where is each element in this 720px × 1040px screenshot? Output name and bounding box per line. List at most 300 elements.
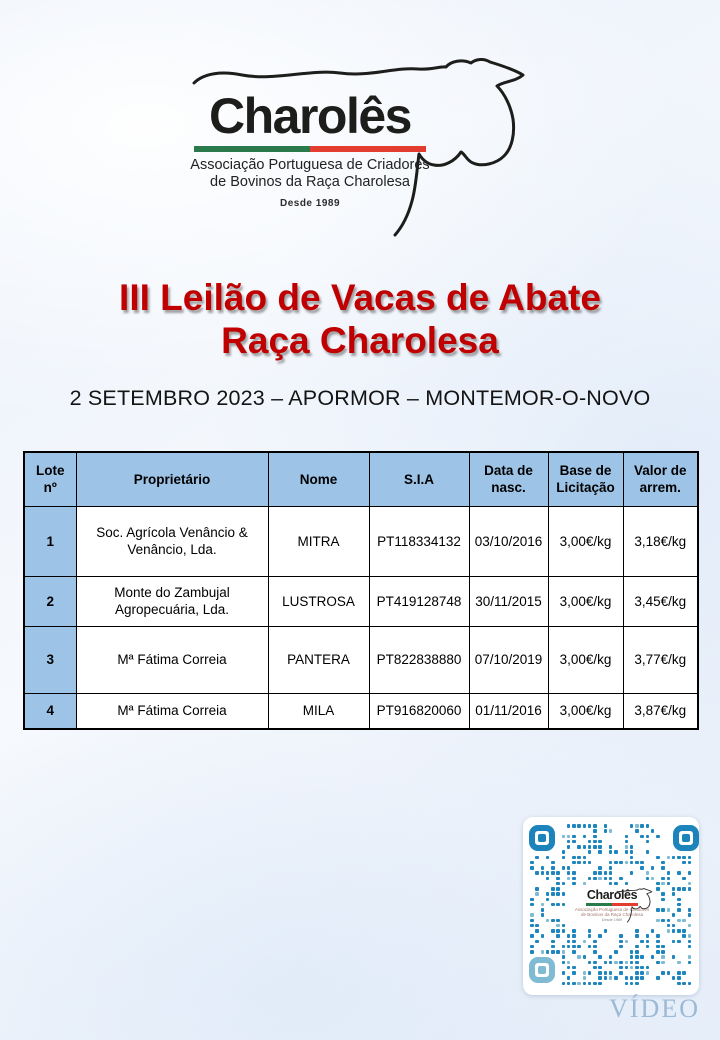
flag-green-segment bbox=[194, 146, 310, 152]
qr-dot bbox=[672, 924, 676, 928]
qr-dot bbox=[567, 982, 571, 986]
qr-dot bbox=[556, 929, 560, 933]
qr-dot bbox=[583, 982, 587, 986]
qr-dot bbox=[567, 934, 571, 938]
qr-dot bbox=[646, 934, 650, 938]
qr-dot bbox=[530, 898, 534, 902]
qr-dot bbox=[562, 971, 566, 975]
qr-dot bbox=[541, 934, 545, 938]
qr-dot bbox=[661, 908, 665, 912]
flag-red-segment bbox=[310, 146, 426, 152]
qr-dot bbox=[667, 924, 671, 928]
qr-dot bbox=[551, 950, 555, 954]
qr-dot bbox=[598, 871, 602, 875]
qr-dot bbox=[625, 835, 629, 839]
col-header-valor-arrem: Valor de arrem. bbox=[623, 452, 698, 506]
qr-dot bbox=[567, 940, 571, 944]
qr-dot bbox=[593, 966, 597, 970]
qr-dot bbox=[640, 976, 644, 980]
qr-dot bbox=[604, 971, 608, 975]
qr-finder-icon bbox=[673, 825, 699, 851]
qr-dot bbox=[614, 950, 618, 954]
cell-data-nasc: 30/11/2015 bbox=[469, 576, 548, 626]
qr-dot bbox=[635, 861, 639, 865]
qr-dot bbox=[688, 945, 692, 949]
cell-sia: PT118334132 bbox=[369, 506, 469, 576]
qr-dot bbox=[583, 835, 587, 839]
qr-dot bbox=[567, 976, 571, 980]
qr-dot bbox=[556, 887, 560, 891]
qr-dot bbox=[598, 955, 602, 959]
qr-dot bbox=[646, 840, 650, 844]
qr-dot bbox=[672, 913, 676, 917]
qr-dot bbox=[546, 856, 550, 860]
qr-dot bbox=[656, 976, 660, 980]
cell-valor-arrem: 3,45€/kg bbox=[623, 576, 698, 626]
qr-dot bbox=[546, 877, 550, 881]
qr-dot bbox=[535, 940, 539, 944]
cell-base-licitacao: 3,00€/kg bbox=[548, 626, 623, 693]
qr-dot bbox=[530, 866, 534, 870]
qr-dot bbox=[556, 882, 560, 886]
qr-dot bbox=[604, 824, 608, 828]
qr-dot bbox=[661, 945, 665, 949]
qr-dot bbox=[688, 934, 692, 938]
cell-proprietario: Monte do Zambujal Agropecuária, Lda. bbox=[76, 576, 268, 626]
cell-nome: LUSTROSA bbox=[268, 576, 369, 626]
qr-dot bbox=[556, 934, 560, 938]
qr-dot bbox=[672, 976, 676, 980]
qr-dot bbox=[688, 882, 692, 886]
qr-dot bbox=[625, 850, 629, 854]
qr-dot bbox=[567, 840, 571, 844]
qr-dot bbox=[535, 887, 539, 891]
qr-dot bbox=[640, 955, 644, 959]
qr-dot bbox=[661, 877, 665, 881]
qr-dot bbox=[562, 892, 566, 896]
qr-dot bbox=[630, 950, 634, 954]
qr-dot bbox=[541, 908, 545, 912]
qr-dot bbox=[635, 950, 639, 954]
qr-dot bbox=[656, 908, 660, 912]
qr-dot bbox=[682, 919, 686, 923]
qr-dot bbox=[593, 961, 597, 965]
cell-base-licitacao: 3,00€/kg bbox=[548, 693, 623, 729]
qr-bull-icon bbox=[613, 886, 655, 924]
qr-dot bbox=[640, 866, 644, 870]
qr-dot bbox=[551, 871, 555, 875]
table-header-row bbox=[24, 452, 698, 506]
qr-dot bbox=[598, 971, 602, 975]
qr-dot bbox=[583, 955, 587, 959]
qr-dot bbox=[609, 877, 613, 881]
qr-dot bbox=[593, 835, 597, 839]
qr-dot bbox=[656, 934, 660, 938]
qr-dot bbox=[688, 861, 692, 865]
qr-dot bbox=[682, 982, 686, 986]
qr-dot bbox=[672, 955, 676, 959]
qr-dot bbox=[630, 871, 634, 875]
qr-dot bbox=[588, 982, 592, 986]
qr-dot bbox=[577, 982, 581, 986]
qr-dot bbox=[625, 966, 629, 970]
title-line-2: Raça Charolesa bbox=[221, 320, 499, 361]
qr-dot bbox=[577, 945, 581, 949]
qr-dot bbox=[682, 861, 686, 865]
qr-dot bbox=[572, 966, 576, 970]
qr-dot bbox=[604, 929, 608, 933]
qr-dot bbox=[551, 903, 555, 907]
qr-dot bbox=[562, 950, 566, 954]
qr-dot bbox=[546, 892, 550, 896]
qr-dot bbox=[530, 903, 534, 907]
qr-dot bbox=[646, 835, 650, 839]
qr-dot bbox=[609, 955, 613, 959]
qr-dot bbox=[688, 982, 692, 986]
qr-dot bbox=[672, 940, 676, 944]
qr-dot bbox=[677, 871, 681, 875]
qr-dot bbox=[562, 882, 566, 886]
qr-dot bbox=[572, 840, 576, 844]
qr-dot bbox=[656, 961, 660, 965]
qr-dot bbox=[630, 845, 634, 849]
qr-dot bbox=[646, 940, 650, 944]
qr-dot bbox=[562, 903, 566, 907]
qr-dot bbox=[619, 971, 623, 975]
qr-dot bbox=[551, 866, 555, 870]
cell-nome: MILA bbox=[268, 693, 369, 729]
qr-dot bbox=[630, 982, 634, 986]
cell-nome: PANTERA bbox=[268, 626, 369, 693]
cell-proprietario: Soc. Agrícola Venâncio & Venâncio, Lda. bbox=[76, 506, 268, 576]
qr-dot bbox=[609, 829, 613, 833]
qr-dot bbox=[677, 961, 681, 965]
qr-dot bbox=[661, 882, 665, 886]
qr-dot bbox=[630, 955, 634, 959]
qr-dot bbox=[635, 976, 639, 980]
qr-dot bbox=[588, 934, 592, 938]
qr-dot bbox=[640, 966, 644, 970]
qr-dot bbox=[609, 871, 613, 875]
qr-dot bbox=[604, 961, 608, 965]
qr-dot bbox=[572, 877, 576, 881]
qr-dot bbox=[572, 856, 576, 860]
qr-dot bbox=[688, 887, 692, 891]
qr-dot bbox=[567, 877, 571, 881]
col-header-sia: S.I.A bbox=[369, 452, 469, 506]
qr-dot bbox=[682, 887, 686, 891]
qr-dot bbox=[651, 877, 655, 881]
qr-dot bbox=[677, 903, 681, 907]
cell-valor-arrem: 3,87€/kg bbox=[623, 693, 698, 729]
brand-wordmark: Charolês bbox=[209, 88, 411, 144]
qr-dot bbox=[541, 866, 545, 870]
qr-dot bbox=[635, 829, 639, 833]
qr-dot bbox=[619, 966, 623, 970]
qr-dot bbox=[551, 945, 555, 949]
qr-dot bbox=[635, 971, 639, 975]
qr-dot bbox=[661, 955, 665, 959]
qr-dot bbox=[577, 856, 581, 860]
qr-dot bbox=[635, 934, 639, 938]
qr-dot bbox=[567, 966, 571, 970]
col-header-data-nasc: Data de nasc. bbox=[469, 452, 548, 506]
qr-dot bbox=[625, 861, 629, 865]
qr-dot bbox=[556, 919, 560, 923]
qr-dot bbox=[614, 961, 618, 965]
qr-dot bbox=[625, 961, 629, 965]
qr-dot bbox=[551, 892, 555, 896]
qr-dot bbox=[588, 877, 592, 881]
qr-dot bbox=[667, 882, 671, 886]
qr-dot bbox=[567, 961, 571, 965]
qr-dot bbox=[682, 856, 686, 860]
table-row bbox=[24, 576, 698, 626]
qr-dot bbox=[598, 966, 602, 970]
qr-finder-icon bbox=[529, 825, 555, 851]
qr-dot bbox=[572, 945, 576, 949]
qr-dot bbox=[562, 961, 566, 965]
qr-dot bbox=[656, 940, 660, 944]
qr-dot bbox=[598, 976, 602, 980]
qr-dot bbox=[551, 861, 555, 865]
qr-dot bbox=[556, 903, 560, 907]
qr-dot bbox=[609, 866, 613, 870]
qr-dot bbox=[619, 861, 623, 865]
qr-dot bbox=[583, 976, 587, 980]
qr-dot bbox=[677, 971, 681, 975]
qr-dot bbox=[535, 871, 539, 875]
qr-dot bbox=[588, 824, 592, 828]
cell-lote: 1 bbox=[24, 506, 76, 576]
qr-dot bbox=[572, 871, 576, 875]
qr-dot bbox=[661, 866, 665, 870]
qr-dot bbox=[556, 877, 560, 881]
qr-dot bbox=[677, 940, 681, 944]
qr-dot bbox=[546, 950, 550, 954]
qr-dot bbox=[572, 971, 576, 975]
cell-lote: 4 bbox=[24, 693, 76, 729]
cell-nome: MITRA bbox=[268, 506, 369, 576]
association-line-2: de Bovinos da Raça Charolesa bbox=[210, 174, 410, 190]
qr-finder-icon bbox=[529, 957, 555, 983]
qr-dot bbox=[656, 856, 660, 860]
qr-dot bbox=[556, 892, 560, 896]
qr-dot bbox=[604, 871, 608, 875]
qr-dot bbox=[551, 919, 555, 923]
qr-brand-wordmark: Charolês bbox=[586, 888, 638, 902]
qr-dot bbox=[635, 824, 639, 828]
col-header-nome: Nome bbox=[268, 452, 369, 506]
qr-dot bbox=[635, 982, 639, 986]
qr-dot bbox=[640, 824, 644, 828]
qr-dot bbox=[635, 929, 639, 933]
qr-dot bbox=[677, 976, 681, 980]
qr-dot bbox=[535, 924, 539, 928]
qr-dot bbox=[572, 982, 576, 986]
qr-dot bbox=[656, 945, 660, 949]
qr-dot bbox=[651, 829, 655, 833]
qr-dot bbox=[551, 929, 555, 933]
qr-dot bbox=[640, 835, 644, 839]
qr-dot bbox=[562, 929, 566, 933]
event-date-location: 2 SETEMBRO 2023 – APORMOR – MONTEMOR-O-NOVO bbox=[69, 386, 651, 410]
qr-dot bbox=[567, 871, 571, 875]
qr-dot bbox=[609, 971, 613, 975]
qr-dot bbox=[541, 871, 545, 875]
qr-dot bbox=[682, 934, 686, 938]
qr-dot bbox=[630, 966, 634, 970]
qr-dot bbox=[535, 892, 539, 896]
qr-dot bbox=[656, 835, 660, 839]
qr-dot bbox=[651, 866, 655, 870]
charoles-logo bbox=[190, 55, 530, 245]
qr-dot bbox=[688, 955, 692, 959]
qr-dot bbox=[646, 966, 650, 970]
qr-dot bbox=[635, 966, 639, 970]
title-line-1: III Leilão de Vacas de Abate bbox=[119, 277, 601, 318]
qr-dot bbox=[646, 824, 650, 828]
qr-dot bbox=[614, 976, 618, 980]
cell-valor-arrem: 3,18€/kg bbox=[623, 506, 698, 576]
qr-dot bbox=[646, 945, 650, 949]
qr-dot bbox=[583, 861, 587, 865]
qr-dot bbox=[625, 976, 629, 980]
lots-table bbox=[23, 451, 699, 730]
qr-association-line-1: Associação Portuguesa de Criadores bbox=[574, 906, 650, 912]
qr-dot bbox=[609, 845, 613, 849]
qr-dot bbox=[677, 856, 681, 860]
qr-dot bbox=[625, 840, 629, 844]
cell-data-nasc: 01/11/2016 bbox=[469, 693, 548, 729]
cell-valor-arrem: 3,77€/kg bbox=[623, 626, 698, 693]
qr-dot bbox=[661, 892, 665, 896]
qr-dot bbox=[530, 924, 534, 928]
qr-dot bbox=[588, 850, 592, 854]
qr-dot bbox=[546, 871, 550, 875]
qr-dot bbox=[682, 929, 686, 933]
qr-dot bbox=[593, 840, 597, 844]
qr-code bbox=[523, 817, 699, 995]
col-header-proprietario: Proprietário bbox=[76, 452, 268, 506]
table-row bbox=[24, 693, 698, 729]
poster-title bbox=[0, 276, 720, 362]
qr-dot bbox=[619, 961, 623, 965]
qr-dot bbox=[598, 845, 602, 849]
qr-dot bbox=[562, 955, 566, 959]
qr-dot bbox=[630, 961, 634, 965]
qr-dot bbox=[541, 913, 545, 917]
qr-dot bbox=[604, 829, 608, 833]
qr-dot bbox=[619, 877, 623, 881]
cell-sia: PT916820060 bbox=[369, 693, 469, 729]
qr-dot bbox=[661, 961, 665, 965]
cell-sia: PT419128748 bbox=[369, 576, 469, 626]
qr-dot bbox=[619, 945, 623, 949]
qr-dot bbox=[688, 924, 692, 928]
qr-dot bbox=[541, 903, 545, 907]
qr-dot bbox=[567, 824, 571, 828]
qr-association-line-2: de Bovinos da Raça Charolesa bbox=[580, 911, 644, 917]
qr-dot bbox=[577, 861, 581, 865]
association-line-1: Associação Portuguesa de Criadores bbox=[190, 157, 430, 173]
cell-base-licitacao: 3,00€/kg bbox=[548, 576, 623, 626]
qr-dot bbox=[635, 961, 639, 965]
qr-dot bbox=[588, 945, 592, 949]
qr-dot bbox=[619, 940, 623, 944]
qr-dot bbox=[630, 861, 634, 865]
qr-dot bbox=[677, 908, 681, 912]
qr-dot bbox=[646, 877, 650, 881]
qr-dot bbox=[588, 971, 592, 975]
qr-dot bbox=[572, 835, 576, 839]
qr-dot bbox=[530, 861, 534, 865]
qr-dot bbox=[646, 971, 650, 975]
qr-dot bbox=[677, 898, 681, 902]
qr-dot bbox=[667, 908, 671, 912]
qr-dot bbox=[593, 940, 597, 944]
qr-dot bbox=[682, 971, 686, 975]
qr-dot bbox=[572, 934, 576, 938]
qr-dot bbox=[688, 908, 692, 912]
flag-bar bbox=[194, 146, 426, 152]
qr-dot bbox=[640, 971, 644, 975]
qr-dot bbox=[630, 856, 634, 860]
qr-dot bbox=[593, 877, 597, 881]
cell-data-nasc: 07/10/2019 bbox=[469, 626, 548, 693]
qr-dot bbox=[530, 913, 534, 917]
qr-dot bbox=[672, 929, 676, 933]
qr-dot bbox=[583, 845, 587, 849]
qr-dot bbox=[656, 950, 660, 954]
video-label: VÍDEO bbox=[609, 994, 700, 1023]
qr-dot bbox=[630, 976, 634, 980]
qr-dot bbox=[646, 850, 650, 854]
qr-dot bbox=[598, 877, 602, 881]
qr-dot bbox=[562, 835, 566, 839]
qr-dot bbox=[667, 929, 671, 933]
qr-dot bbox=[567, 835, 571, 839]
qr-dot bbox=[667, 871, 671, 875]
qr-dot bbox=[551, 887, 555, 891]
table-row bbox=[24, 506, 698, 576]
cell-lote: 2 bbox=[24, 576, 76, 626]
qr-dot bbox=[562, 866, 566, 870]
qr-dot bbox=[572, 861, 576, 865]
qr-dot bbox=[688, 871, 692, 875]
qr-dot bbox=[535, 929, 539, 933]
qr-dot bbox=[646, 871, 650, 875]
qr-dot bbox=[567, 945, 571, 949]
qr-dot bbox=[688, 856, 692, 860]
cell-proprietario: Mª Fátima Correia bbox=[76, 693, 268, 729]
qr-dot bbox=[661, 861, 665, 865]
qr-dot bbox=[661, 919, 665, 923]
qr-dot bbox=[593, 871, 597, 875]
qr-dot bbox=[609, 961, 613, 965]
qr-dot bbox=[535, 856, 539, 860]
qr-dot bbox=[562, 850, 566, 854]
qr-dot bbox=[651, 929, 655, 933]
qr-dot bbox=[588, 929, 592, 933]
qr-dot bbox=[667, 877, 671, 881]
qr-dot bbox=[625, 982, 629, 986]
qr-dot bbox=[583, 856, 587, 860]
qr-dot bbox=[572, 929, 576, 933]
qr-dot bbox=[640, 861, 644, 865]
qr-dot bbox=[688, 940, 692, 944]
qr-dot bbox=[635, 945, 639, 949]
